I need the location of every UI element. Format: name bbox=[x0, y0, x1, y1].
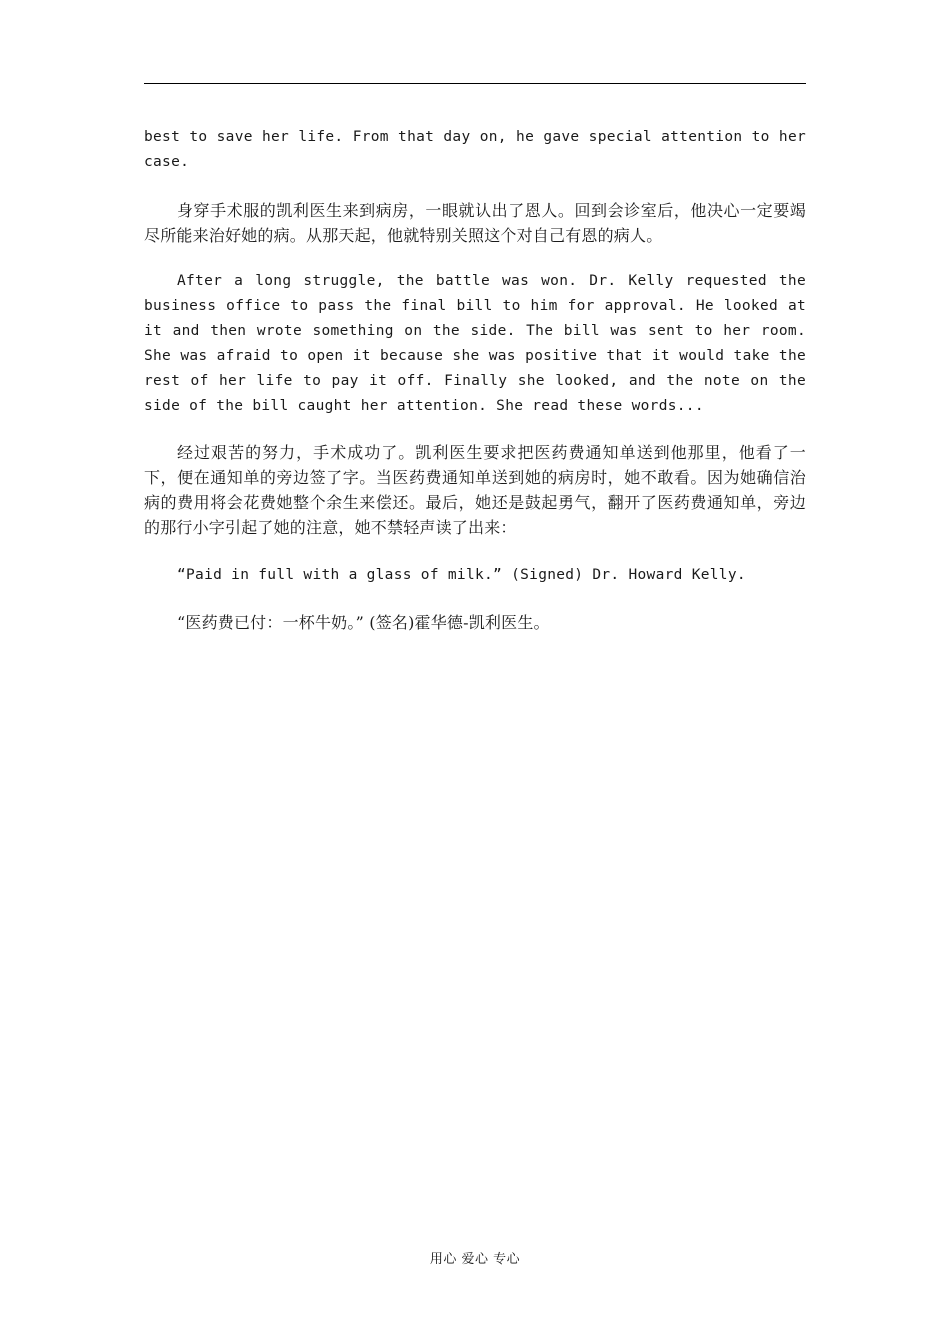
header-rule bbox=[144, 83, 806, 84]
paragraph-chinese-1: 身穿手术服的凯利医生来到病房，一眼就认出了恩人。回到会诊室后，他决心一定要竭尽所能来治好她的病。从那天起，他就特别关照这个对自己有恩的病人。 bbox=[144, 201, 806, 245]
page-footer: 用心 爱心 专心 bbox=[429, 1252, 521, 1267]
quote-chinese: “医药费已付：一杯牛奶。” (签名)霍华德-凯利医生。 bbox=[177, 613, 550, 632]
paragraph-chinese-2: 经过艰苦的努力，手术成功了。凯利医生要求把医药费通知单送到他那里，他看了一下，便在通知单的旁边签了字。当医药费通知单送到她的病房时，她不敢看。因为她确信治病的费用将会花费她整个余生来偿还。最后，她还是鼓起勇气，翻开了医药费通知单，旁边的那行小字引起了她的注意，她不禁轻声读了出来： bbox=[144, 443, 806, 537]
quote-english: “Paid in full with a glass of milk.” (Signed) Dr. Howard Kelly. bbox=[177, 567, 746, 583]
paragraph-english-2: After a long struggle, the battle was won. Dr. Kelly requested the business office to pass the final bill to him for approval. He looked at it and then wrote something on the side. The bill was sent to her room. She was afraid to open it because she was positive that it would take the rest of her life to pay it off. Finally she looked, and the note on the side of the bill caught her attention. She read these words... bbox=[144, 273, 806, 414]
paragraph-english-1: best to save her life. From that day on, he gave special attention to her case. bbox=[144, 129, 806, 170]
